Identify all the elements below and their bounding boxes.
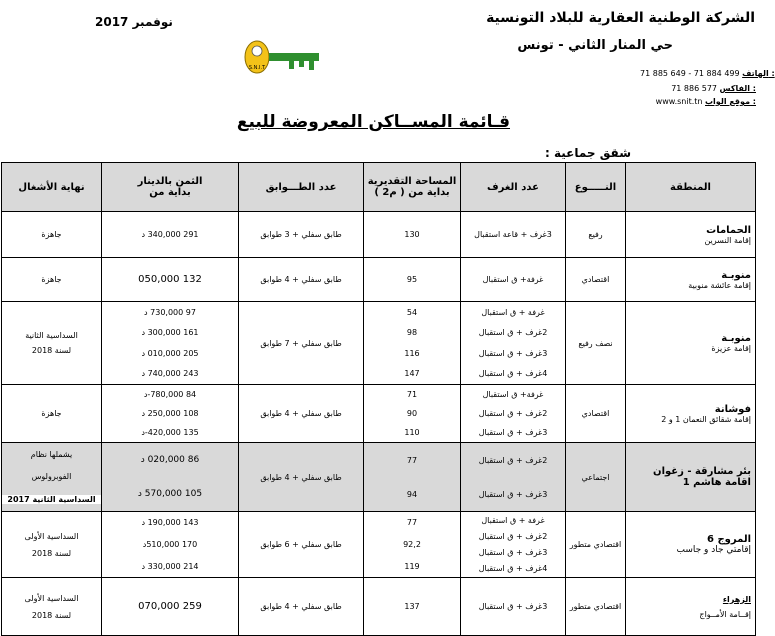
price-cell: 132 050,000 <box>102 258 239 302</box>
price-cell <box>102 302 239 385</box>
region-name: منوبـة <box>721 333 751 344</box>
rooms-cell <box>461 302 566 385</box>
col-price-line1: الثمن بالدينار <box>137 176 203 187</box>
floors-cell: طابق سفلي + 4 طوابق <box>239 385 364 443</box>
completion-cell: جاهزة <box>2 258 102 302</box>
col-region: المنطقة <box>626 163 756 212</box>
type-cell: اقتصادي <box>566 258 626 302</box>
completion-cell <box>2 302 102 385</box>
type-cell: اجتماعي <box>566 443 626 512</box>
phone-line <box>640 69 775 78</box>
type-cell: اقتصادي متطور <box>566 512 626 578</box>
completion-line: السداسية الثانية 2017 <box>2 495 101 504</box>
area-cell <box>364 512 461 578</box>
region-residence: إقامة شقائق النعمان 1 و 2 <box>661 414 751 424</box>
floors-cell: طابق سفلي + 7 طوابق <box>239 302 364 385</box>
region-cell <box>626 302 756 385</box>
completion-line: لسنة 2018 <box>31 548 72 558</box>
rooms-value: غرفة + ق استقبال <box>481 515 545 525</box>
area-value: 147 <box>404 369 420 379</box>
section-heading: شقق جماعية : <box>545 146 631 160</box>
region-cell <box>626 443 756 512</box>
snit-logo <box>243 40 323 76</box>
region-cell <box>626 258 756 302</box>
col-price <box>102 163 239 212</box>
area-value: 77 <box>406 518 418 528</box>
area-value: 71 <box>406 390 418 399</box>
region-name: بئر مشارقة - زغوان <box>653 466 751 477</box>
price-value: 105 570,000 د <box>137 489 203 499</box>
company-name: الشركة الوطنية العقارية للبلاد التونسية <box>486 10 755 26</box>
document-date: نوفمبر 2017 <box>95 15 173 29</box>
price-cell <box>102 512 239 578</box>
region-name: فوشانة <box>714 403 751 415</box>
completion-line: لسنة 2018 <box>31 346 72 355</box>
region-name: الزهراء <box>722 594 751 604</box>
completion-cell <box>2 443 102 512</box>
rooms-value: غرفة + ق استقبال <box>481 307 545 317</box>
area-cell: 130 <box>364 212 461 258</box>
region-cell <box>626 385 756 443</box>
area-cell <box>364 443 461 512</box>
floors-cell: طابق سفلي + 4 طوابق <box>239 578 364 636</box>
price-value: 84 780,000-د <box>143 390 197 399</box>
area-value: 77 <box>406 455 418 465</box>
col-price-line2: بداية من <box>149 187 191 198</box>
col-area <box>364 163 461 212</box>
region-residence: إقامتي جاد و جاسب <box>676 545 751 555</box>
fax-line <box>640 84 756 93</box>
region-cell <box>626 212 756 258</box>
type-cell: اقتصادي <box>566 385 626 443</box>
col-area-line2: بداية من ( م2 ) <box>374 187 450 198</box>
rooms-cell: 3غرف + قاعة استقبال <box>461 212 566 258</box>
phone-value: 71 885 649 - 71 884 499 <box>640 69 740 78</box>
area-value: 119 <box>404 561 420 571</box>
district-name: حي المنار الثاني - تونس <box>517 38 673 53</box>
price-value: 86 020,000 د <box>140 455 200 465</box>
region-cell <box>626 512 756 578</box>
completion-line: السداسية الأولى <box>24 531 79 541</box>
phone-label: الهاتف : <box>742 69 775 78</box>
area-cell <box>364 385 461 443</box>
area-value: 94 <box>406 489 418 499</box>
table-row <box>2 302 756 385</box>
region-name: منوبـة <box>721 269 751 281</box>
region-cell <box>626 578 756 636</box>
rooms-value: 4غرف + ق استقبال <box>478 564 548 574</box>
area-cell <box>364 302 461 385</box>
region-residence: إقامة عزيزة <box>711 344 751 353</box>
price-value: 97 730,000 د <box>144 307 196 317</box>
area-cell: 95 <box>364 258 461 302</box>
table-row <box>2 212 756 258</box>
rooms-value: 3غرف + ق استقبال <box>478 428 548 437</box>
area-value: 90 <box>406 409 418 418</box>
region-residence: اقامة هاشم 1 <box>682 477 751 488</box>
website-line <box>630 97 756 106</box>
price-value: 108 250,000 د <box>141 409 199 418</box>
completion-line: السداسية الأولى <box>24 593 79 603</box>
price-value: 135 420,000-د <box>141 428 199 437</box>
type-cell: رفيع <box>566 212 626 258</box>
rooms-value: 3غرف + ق استقبال <box>478 348 548 358</box>
price-cell: 291 340,000 د <box>102 212 239 258</box>
rooms-value: 3غرف + ق استقبال <box>478 489 548 499</box>
area-value: 116 <box>404 348 420 358</box>
price-value: 243 740,000 د <box>141 369 199 379</box>
col-rooms: عدد الغرف <box>461 163 566 212</box>
rooms-value: 2غرف + ق استقبال <box>478 455 548 465</box>
rooms-cell: غرفة+ ق استقبال <box>461 258 566 302</box>
col-type: النـــــوع <box>566 163 626 212</box>
listings-table <box>1 162 756 636</box>
completion-cell <box>2 512 102 578</box>
col-completion: نهاية الأشغال <box>2 163 102 212</box>
completion-line: السداسية الثانية <box>25 331 78 340</box>
area-value: 92,2 <box>403 539 421 549</box>
table-row <box>2 578 756 636</box>
rooms-cell <box>461 385 566 443</box>
area-value: 98 <box>406 328 418 338</box>
table-row <box>2 258 756 302</box>
region-name: المروج 6 <box>707 534 751 545</box>
price-value: 170 510,000د <box>142 539 198 549</box>
area-value: 54 <box>406 307 418 317</box>
table-header-row <box>2 163 756 212</box>
col-floors: عدد الطـــوابق <box>239 163 364 212</box>
completion-line: لسنة 2018 <box>31 610 72 620</box>
region-residence: إقامة النسرين <box>704 235 751 245</box>
rooms-cell: 3غرف + ق استقبال <box>461 578 566 636</box>
area-cell: 137 <box>364 578 461 636</box>
fax-label: الفاكس : <box>719 84 756 93</box>
price-cell <box>102 385 239 443</box>
col-area-line1: المساحة التقديرية <box>367 176 457 187</box>
floors-cell: طابق سفلي + 3 طوابق <box>239 212 364 258</box>
floors-cell: طابق سفلي + 6 طوابق <box>239 512 364 578</box>
type-cell: نصف رفيع <box>566 302 626 385</box>
table-row <box>2 385 756 443</box>
price-value: 214 330,000 د <box>141 561 199 571</box>
completion-cell: جاهزة <box>2 212 102 258</box>
rooms-value: 4غرف + ق استقبال <box>478 369 548 379</box>
website-label: موقع الواب : <box>705 97 756 106</box>
price-value: 143 190,000 د <box>141 518 199 528</box>
website-value[interactable]: www.snit.tn <box>655 97 703 106</box>
completion-line: الفوبرولوس <box>31 472 72 482</box>
rooms-cell <box>461 443 566 512</box>
page-title: قـائمة المســاكن المعروضة للبيع <box>236 112 510 132</box>
completion-cell <box>2 578 102 636</box>
area-value: 110 <box>404 428 420 437</box>
price-cell <box>102 443 239 512</box>
fax-value: 71 886 577 <box>671 84 717 93</box>
floors-cell: طابق سفلي + 4 طوابق <box>239 443 364 512</box>
rooms-value: 2غرف + ق استقبال <box>478 409 548 418</box>
rooms-cell <box>461 512 566 578</box>
completion-cell: جاهزة <box>2 385 102 443</box>
region-name: الحمامات <box>706 224 751 236</box>
price-value: 161 300,000 د <box>141 328 199 338</box>
table-row <box>2 443 756 512</box>
type-cell: اقتصادي متطور <box>566 578 626 636</box>
floors-cell: طابق سفلي + 4 طوابق <box>239 258 364 302</box>
key-logo-icon <box>243 40 323 76</box>
rooms-value: 3غرف + ق استقبال <box>478 548 548 558</box>
logo-text: S.N.I.T <box>248 65 266 71</box>
rooms-value: 2غرف + ق استقبال <box>478 531 548 541</box>
rooms-value: غرفة+ ق استقبال <box>482 390 544 399</box>
price-cell: 259 070,000 <box>102 578 239 636</box>
price-value: 205 010,000 د <box>141 348 199 358</box>
rooms-value: 2غرف + ق استقبال <box>478 328 548 338</box>
completion-line: يشملها نظام <box>30 449 73 459</box>
table-row <box>2 512 756 578</box>
region-residence: إقامة عائشة منوبية <box>688 280 751 290</box>
region-residence: إقــامة الأمــواج <box>699 609 751 619</box>
